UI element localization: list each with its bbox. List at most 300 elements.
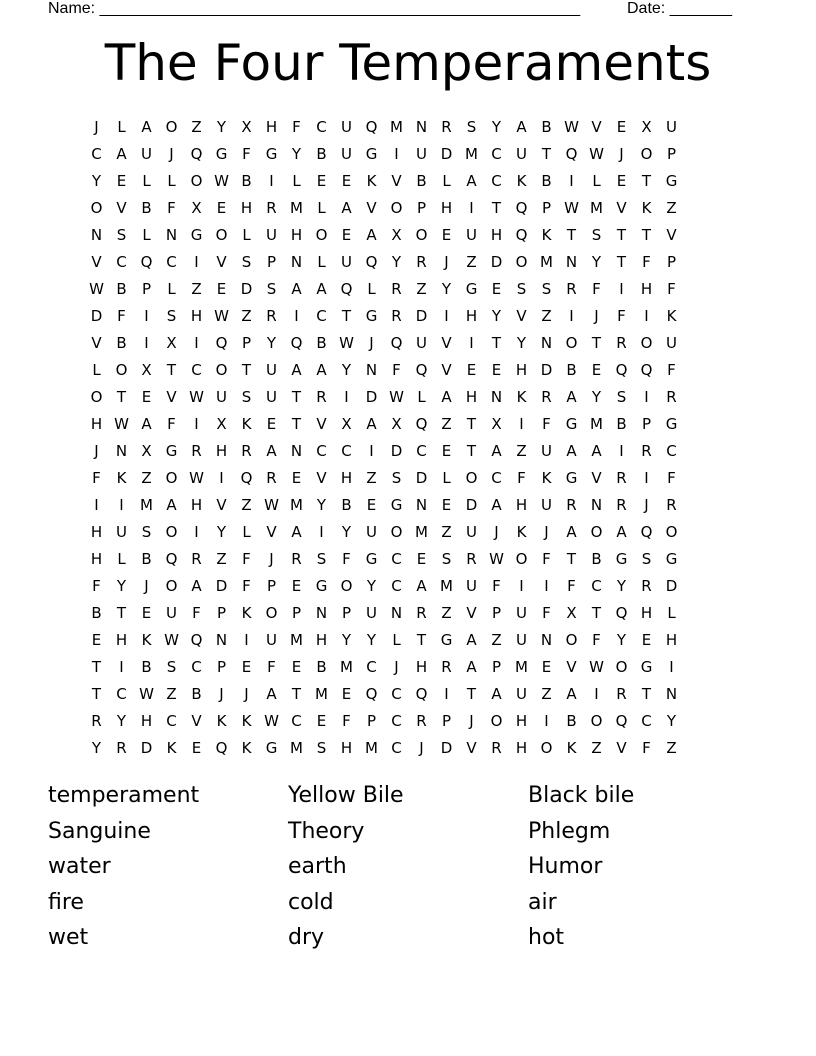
- grid-letter: O: [640, 333, 653, 352]
- grid-letter: Y: [316, 495, 327, 514]
- grid-letter: A: [316, 279, 327, 298]
- grid-letter: U: [466, 522, 477, 541]
- grid-letter: Z: [491, 630, 502, 649]
- grid-letter: T: [466, 441, 477, 460]
- grid-letter: U: [416, 333, 427, 352]
- grid-letter: Y: [591, 252, 602, 271]
- name-field[interactable]: Name: ______________________________________________________: [48, 0, 581, 17]
- grid-letter: I: [644, 387, 649, 406]
- grid-letter: P: [416, 198, 427, 217]
- grid-letter: C: [291, 711, 302, 730]
- grid-letter: O: [490, 711, 503, 730]
- grid-letter: H: [640, 279, 653, 298]
- grid-letter: I: [569, 306, 574, 325]
- grid-letter: Y: [616, 576, 627, 595]
- grid-letter: A: [291, 360, 302, 379]
- grid-letter: T: [91, 684, 102, 703]
- grid-letter: N: [490, 387, 503, 406]
- grid-row: [84, 653, 736, 680]
- grid-letter: S: [391, 468, 402, 487]
- grid-letter: R: [566, 279, 577, 298]
- grid-letter: V: [591, 468, 602, 487]
- grid-letter: P: [641, 414, 652, 433]
- grid-letter: T: [566, 549, 577, 568]
- grid-letter: A: [291, 279, 302, 298]
- grid-letter: J: [94, 117, 99, 136]
- grid-row: [84, 302, 736, 329]
- grid-letter: K: [516, 522, 527, 541]
- grid-letter: V: [391, 171, 402, 190]
- grid-letter: O: [565, 333, 578, 352]
- grid-letter: C: [491, 468, 502, 487]
- grid-letter: K: [141, 630, 152, 649]
- grid-letter: N: [415, 495, 428, 514]
- grid-letter: E: [266, 414, 277, 433]
- grid-letter: U: [466, 225, 477, 244]
- grid-letter: L: [242, 225, 251, 244]
- grid-letter: F: [667, 468, 676, 487]
- grid-letter: Y: [91, 171, 102, 190]
- grid-letter: O: [265, 603, 278, 622]
- grid-letter: H: [115, 630, 128, 649]
- grid-letter: H: [190, 306, 203, 325]
- grid-letter: E: [241, 657, 252, 676]
- grid-letter: Z: [666, 198, 677, 217]
- grid-letter: I: [369, 441, 374, 460]
- grid-letter: X: [141, 360, 152, 379]
- grid-letter: A: [416, 576, 427, 595]
- grid-letter: T: [466, 684, 477, 703]
- grid-row: [84, 707, 736, 734]
- grid-letter: M: [365, 738, 378, 757]
- grid-letter: Q: [140, 252, 153, 271]
- grid-letter: P: [491, 657, 502, 676]
- grid-letter: G: [215, 144, 228, 163]
- grid-letter: B: [116, 333, 127, 352]
- grid-letter: H: [340, 738, 353, 757]
- grid-letter: F: [242, 576, 251, 595]
- grid-letter: C: [191, 360, 202, 379]
- grid-letter: A: [491, 495, 502, 514]
- grid-letter: U: [266, 387, 277, 406]
- grid-letter: I: [94, 495, 99, 514]
- word-list-item: hot: [528, 925, 565, 950]
- grid-letter: Y: [266, 333, 277, 352]
- grid-row: [84, 113, 736, 140]
- grid-letter: Y: [366, 630, 377, 649]
- grid-letter: A: [266, 684, 277, 703]
- grid-letter: Y: [591, 387, 602, 406]
- grid-letter: B: [91, 603, 102, 622]
- grid-letter: A: [566, 522, 577, 541]
- grid-letter: S: [591, 225, 602, 244]
- grid-letter: I: [269, 171, 274, 190]
- letter-grid: [84, 113, 736, 761]
- grid-letter: H: [515, 495, 528, 514]
- grid-letter: Z: [591, 738, 602, 757]
- grid-letter: E: [491, 279, 502, 298]
- grid-letter: L: [392, 630, 401, 649]
- grid-row: [84, 275, 736, 302]
- grid-letter: N: [115, 441, 128, 460]
- grid-letter: R: [316, 387, 327, 406]
- grid-letter: H: [290, 225, 303, 244]
- grid-letter: R: [266, 306, 277, 325]
- grid-letter: C: [491, 171, 502, 190]
- grid-letter: F: [567, 576, 576, 595]
- grid-letter: U: [141, 144, 152, 163]
- grid-letter: E: [116, 171, 127, 190]
- grid-row: [84, 626, 736, 653]
- grid-letter: V: [116, 198, 127, 217]
- grid-letter: E: [416, 549, 427, 568]
- grid-letter: I: [619, 441, 624, 460]
- grid-letter: L: [367, 279, 376, 298]
- grid-letter: L: [417, 387, 426, 406]
- grid-letter: R: [641, 576, 652, 595]
- grid-letter: W: [564, 117, 579, 136]
- grid-letter: O: [640, 144, 653, 163]
- grid-letter: P: [491, 603, 502, 622]
- grid-letter: Z: [166, 684, 177, 703]
- grid-letter: I: [544, 576, 549, 595]
- grid-letter: M: [465, 144, 478, 163]
- grid-letter: C: [166, 711, 177, 730]
- grid-letter: D: [440, 738, 453, 757]
- grid-letter: G: [440, 630, 453, 649]
- grid-letter: R: [666, 387, 677, 406]
- grid-letter: M: [290, 738, 303, 757]
- grid-letter: G: [465, 279, 478, 298]
- grid-row: [84, 545, 736, 572]
- grid-letter: F: [392, 360, 401, 379]
- grid-letter: K: [166, 738, 177, 757]
- grid-letter: Z: [191, 279, 202, 298]
- grid-letter: E: [491, 360, 502, 379]
- grid-letter: I: [119, 657, 124, 676]
- grid-letter: T: [166, 360, 177, 379]
- grid-row: [84, 734, 736, 761]
- grid-letter: R: [416, 711, 427, 730]
- grid-letter: I: [469, 333, 474, 352]
- grid-letter: M: [590, 198, 603, 217]
- grid-letter: W: [214, 306, 229, 325]
- grid-letter: M: [290, 198, 303, 217]
- grid-letter: Q: [565, 144, 578, 163]
- grid-letter: B: [566, 360, 577, 379]
- grid-letter: S: [616, 387, 627, 406]
- word-list-item: Theory: [288, 818, 365, 844]
- grid-letter: C: [591, 576, 602, 595]
- grid-letter: D: [465, 495, 478, 514]
- word-list-item: Humor: [528, 854, 603, 879]
- grid-letter: N: [165, 225, 178, 244]
- grid-letter: Q: [390, 333, 403, 352]
- grid-letter: M: [340, 657, 353, 676]
- grid-letter: S: [241, 387, 252, 406]
- grid-letter: T: [591, 603, 602, 622]
- grid-letter: K: [541, 225, 552, 244]
- grid-letter: P: [666, 252, 677, 271]
- grid-letter: K: [241, 603, 252, 622]
- grid-letter: W: [564, 198, 579, 217]
- grid-letter: O: [90, 387, 103, 406]
- grid-letter: A: [516, 117, 527, 136]
- grid-letter: L: [142, 171, 151, 190]
- grid-letter: U: [416, 144, 427, 163]
- grid-letter: O: [215, 225, 228, 244]
- grid-letter: O: [315, 225, 328, 244]
- grid-letter: G: [365, 144, 378, 163]
- grid-letter: Z: [466, 252, 477, 271]
- grid-letter: P: [441, 711, 452, 730]
- grid-letter: X: [141, 441, 152, 460]
- grid-letter: P: [216, 603, 227, 622]
- grid-letter: F: [267, 657, 276, 676]
- grid-letter: Z: [216, 549, 227, 568]
- grid-row: [84, 491, 736, 518]
- grid-letter: U: [266, 360, 277, 379]
- grid-letter: L: [92, 360, 101, 379]
- grid-letter: A: [141, 117, 152, 136]
- grid-letter: F: [517, 468, 526, 487]
- grid-letter: A: [466, 630, 477, 649]
- grid-letter: Q: [190, 630, 203, 649]
- grid-letter: Q: [415, 414, 428, 433]
- grid-letter: U: [541, 441, 552, 460]
- grid-letter: B: [141, 657, 152, 676]
- grid-letter: C: [391, 711, 402, 730]
- grid-letter: R: [116, 738, 127, 757]
- grid-letter: F: [342, 549, 351, 568]
- grid-letter: L: [242, 522, 251, 541]
- grid-letter: R: [616, 468, 627, 487]
- grid-letter: O: [515, 549, 528, 568]
- grid-letter: P: [141, 279, 152, 298]
- grid-letter: E: [341, 684, 352, 703]
- grid-letter: E: [441, 441, 452, 460]
- word-list-item: Phlegm: [528, 818, 611, 844]
- grid-letter: Z: [541, 684, 552, 703]
- grid-letter: T: [116, 387, 127, 406]
- grid-letter: G: [365, 549, 378, 568]
- grid-letter: P: [266, 252, 277, 271]
- grid-letter: P: [541, 198, 552, 217]
- grid-letter: Q: [615, 711, 628, 730]
- grid-letter: R: [191, 441, 202, 460]
- grid-letter: C: [116, 684, 127, 703]
- grid-letter: Q: [165, 549, 178, 568]
- date-field[interactable]: Date: _______: [627, 0, 732, 17]
- grid-letter: I: [644, 468, 649, 487]
- grid-letter: V: [591, 117, 602, 136]
- grid-letter: D: [90, 306, 103, 325]
- grid-letter: E: [616, 171, 627, 190]
- grid-letter: U: [516, 684, 527, 703]
- grid-letter: G: [265, 144, 278, 163]
- grid-letter: H: [340, 468, 353, 487]
- grid-letter: F: [642, 252, 651, 271]
- grid-letter: D: [365, 387, 378, 406]
- grid-letter: P: [291, 603, 302, 622]
- grid-letter: O: [165, 117, 178, 136]
- grid-letter: S: [466, 117, 477, 136]
- grid-letter: W: [264, 495, 279, 514]
- grid-letter: I: [344, 387, 349, 406]
- grid-letter: O: [165, 522, 178, 541]
- grid-letter: K: [241, 414, 252, 433]
- grid-letter: H: [490, 225, 503, 244]
- grid-row: [84, 194, 736, 221]
- grid-letter: K: [366, 171, 377, 190]
- grid-letter: C: [391, 549, 402, 568]
- grid-letter: F: [542, 603, 551, 622]
- grid-letter: Z: [416, 279, 427, 298]
- grid-letter: V: [216, 252, 227, 271]
- grid-letter: Q: [515, 225, 528, 244]
- grid-letter: E: [616, 117, 627, 136]
- grid-letter: D: [490, 252, 503, 271]
- grid-letter: Z: [241, 495, 252, 514]
- grid-letter: N: [540, 630, 553, 649]
- grid-letter: S: [441, 549, 452, 568]
- grid-letter: O: [390, 198, 403, 217]
- grid-letter: R: [441, 117, 452, 136]
- grid-letter: H: [415, 657, 428, 676]
- grid-letter: I: [144, 306, 149, 325]
- grid-letter: L: [167, 171, 176, 190]
- grid-letter: T: [491, 333, 502, 352]
- grid-letter: I: [669, 657, 674, 676]
- grid-letter: B: [191, 684, 202, 703]
- grid-letter: W: [114, 414, 129, 433]
- grid-letter: L: [442, 468, 451, 487]
- grid-letter: W: [164, 630, 179, 649]
- grid-letter: W: [589, 144, 604, 163]
- grid-letter: T: [566, 225, 577, 244]
- grid-letter: Z: [191, 117, 202, 136]
- grid-letter: G: [665, 549, 678, 568]
- grid-row: [84, 383, 736, 410]
- grid-letter: L: [142, 225, 151, 244]
- grid-letter: I: [519, 414, 524, 433]
- grid-letter: J: [394, 657, 399, 676]
- grid-letter: E: [341, 225, 352, 244]
- grid-letter: I: [644, 306, 649, 325]
- grid-letter: B: [566, 711, 577, 730]
- grid-letter: R: [441, 657, 452, 676]
- grid-letter: X: [391, 225, 402, 244]
- grid-letter: O: [340, 576, 353, 595]
- grid-letter: T: [541, 144, 552, 163]
- grid-letter: W: [264, 711, 279, 730]
- grid-letter: Z: [441, 522, 452, 541]
- grid-letter: B: [116, 279, 127, 298]
- grid-letter: Z: [441, 414, 452, 433]
- grid-letter: F: [167, 414, 176, 433]
- grid-letter: Q: [640, 522, 653, 541]
- grid-letter: U: [466, 576, 477, 595]
- grid-letter: K: [641, 198, 652, 217]
- grid-letter: O: [415, 225, 428, 244]
- grid-letter: I: [519, 576, 524, 595]
- grid-letter: N: [90, 225, 103, 244]
- grid-letter: J: [494, 522, 499, 541]
- grid-letter: O: [540, 738, 553, 757]
- grid-letter: G: [665, 414, 678, 433]
- grid-letter: V: [516, 306, 527, 325]
- grid-letter: I: [594, 684, 599, 703]
- grid-letter: P: [666, 144, 677, 163]
- grid-letter: E: [441, 495, 452, 514]
- grid-letter: J: [94, 441, 99, 460]
- grid-letter: M: [390, 117, 403, 136]
- grid-letter: C: [391, 684, 402, 703]
- grid-letter: R: [616, 495, 627, 514]
- grid-letter: Y: [341, 360, 352, 379]
- grid-letter: N: [365, 360, 378, 379]
- grid-letter: Y: [116, 711, 127, 730]
- grid-letter: R: [91, 711, 102, 730]
- grid-letter: H: [515, 711, 528, 730]
- grid-letter: G: [565, 468, 578, 487]
- grid-letter: H: [90, 549, 103, 568]
- grid-letter: Y: [341, 630, 352, 649]
- grid-letter: S: [241, 252, 252, 271]
- grid-letter: D: [240, 279, 253, 298]
- grid-letter: B: [616, 414, 627, 433]
- grid-letter: E: [291, 576, 302, 595]
- grid-row: [84, 680, 736, 707]
- grid-letter: Y: [616, 630, 627, 649]
- grid-letter: F: [592, 279, 601, 298]
- grid-row: [84, 221, 736, 248]
- grid-letter: G: [565, 414, 578, 433]
- grid-letter: G: [165, 441, 178, 460]
- grid-letter: Z: [141, 468, 152, 487]
- grid-letter: H: [90, 414, 103, 433]
- grid-letter: T: [241, 360, 252, 379]
- grid-letter: A: [591, 441, 602, 460]
- grid-letter: C: [641, 711, 652, 730]
- grid-letter: Q: [365, 684, 378, 703]
- grid-letter: B: [316, 333, 327, 352]
- grid-letter: P: [216, 657, 227, 676]
- grid-letter: W: [189, 387, 204, 406]
- grid-letter: J: [419, 738, 424, 757]
- grid-letter: M: [290, 630, 303, 649]
- grid-letter: M: [540, 252, 553, 271]
- grid-letter: T: [641, 225, 652, 244]
- grid-letter: S: [641, 549, 652, 568]
- grid-letter: Q: [515, 198, 528, 217]
- grid-letter: Z: [366, 468, 377, 487]
- grid-letter: F: [342, 711, 351, 730]
- grid-letter: U: [266, 225, 277, 244]
- grid-letter: Y: [91, 738, 102, 757]
- grid-letter: F: [542, 549, 551, 568]
- grid-letter: R: [266, 468, 277, 487]
- grid-letter: U: [366, 522, 377, 541]
- grid-letter: Z: [441, 603, 452, 622]
- grid-letter: J: [544, 522, 549, 541]
- grid-letter: K: [516, 387, 527, 406]
- grid-letter: R: [466, 549, 477, 568]
- grid-letter: Y: [491, 117, 502, 136]
- grid-letter: C: [91, 144, 102, 163]
- grid-letter: U: [166, 603, 177, 622]
- grid-letter: R: [491, 738, 502, 757]
